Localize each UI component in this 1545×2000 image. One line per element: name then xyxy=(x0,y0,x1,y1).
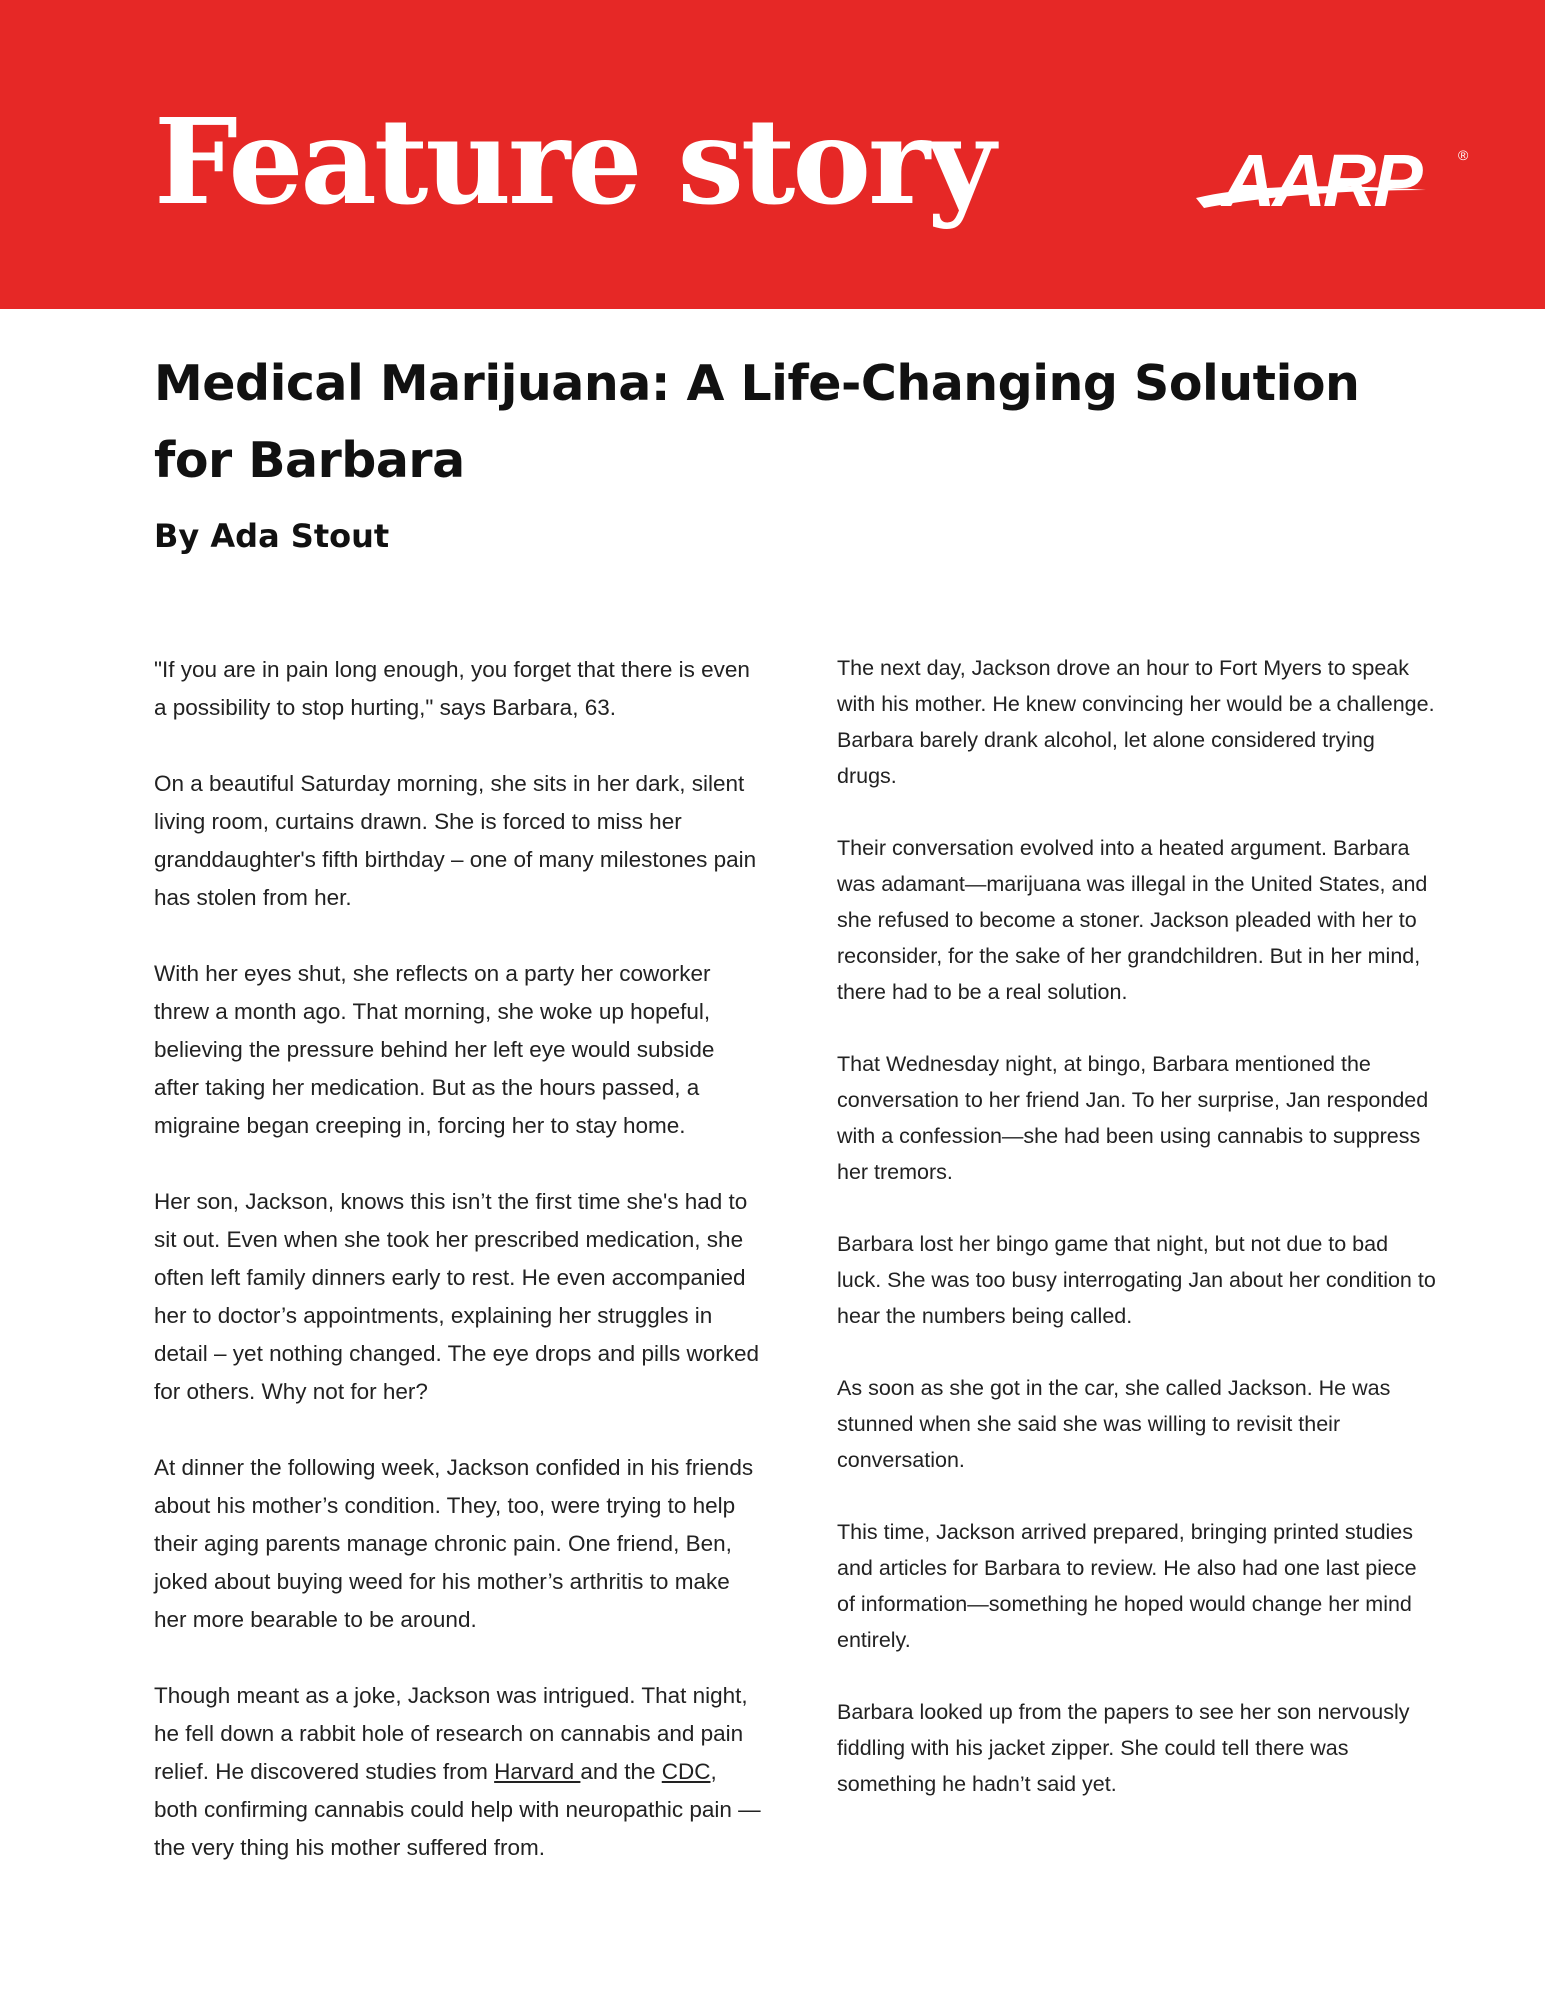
paragraph: At dinner the following week, Jackson confided in his friends about his mother’s condition. They, too, were trying to help their aging parents manage chronic pain. One friend, Ben, joked about buying weed for his mother’s arthritis to make her more bearable to be around. xyxy=(154,1455,754,1632)
paragraph-text: and the xyxy=(580,1759,662,1784)
paragraph: That Wednesday night, at bingo, Barbara mentioned the conversation to her friend Jan. To her surprise, Jan responded with a confession—she had been using cannabis to suppress her tremors. xyxy=(837,1052,1429,1184)
paragraph: "If you are in pain long enough, you forget that there is even a possibility to stop hurting," says Barbara, 63. xyxy=(154,657,750,720)
paragraph: Her son, Jackson, knows this isn’t the first time she's had to sit out. Even when she took her prescribed medication, she often left family dinners early to rest. He even accompanied her to doctor’s appointments, explaining her struggles in detail – yet nothing changed. The eye drops and pills worked for others. Why not for her? xyxy=(154,1189,759,1404)
paragraph-text: Though meant as a joke, Jackson was intrigued. That night, he fell down a rabbit hole of research on cannabis and pain relief. He discovered studies from xyxy=(154,1683,748,1784)
paragraph-with-links xyxy=(154,1677,764,1867)
paragraph-text: , both confirming cannabis could help with neuropathic pain —the very thing his mother suffered from. xyxy=(154,1759,761,1860)
paragraph: Their conversation evolved into a heated argument. Barbara was adamant—marijuana was illegal in the United States, and she refused to become a stoner. Jackson pleaded with her to reconsider, for the sake of her grandchildren. But in her mind, there had to be a real solution. xyxy=(837,836,1428,1004)
registered-mark: ® xyxy=(1458,147,1469,163)
paragraph: The next day, Jackson drove an hour to Fort Myers to speak with his mother. He knew convincing her would be a challenge. Barbara barely drank alcohol, let alone considered trying drugs. xyxy=(837,656,1435,788)
banner-title: Feature story xyxy=(154,92,993,231)
paragraph: As soon as she got in the car, she called Jackson. He was stunned when she said she was willing to revisit their conversation. xyxy=(837,1376,1391,1472)
logo-text: AARP xyxy=(1222,139,1420,222)
aarp-logo xyxy=(1196,139,1469,222)
paragraph: With her eyes shut, she reflects on a party her coworker threw a month ago. That morning, she woke up hopeful, believing the pressure behind her left eye would subside after taking her medication. But as the hours passed, a migraine began creeping in, forcing her to stay home. xyxy=(154,961,715,1138)
feature-banner xyxy=(0,0,1545,309)
harvard-link[interactable]: Harvard xyxy=(494,1759,581,1784)
article-headline: Medical Marijuana: A Life-Changing Solution for Barbara xyxy=(154,355,1360,489)
left-column xyxy=(154,651,764,1867)
paragraph: On a beautiful Saturday morning, she sits in her dark, silent living room, curtains drawn. She is forced to miss her granddaughter's fifth birthday – one of many milestones pain has stolen from her. xyxy=(154,771,757,910)
article-byline: By Ada Stout xyxy=(154,517,390,555)
cdc-link[interactable]: CDC xyxy=(661,1759,711,1784)
paragraph: This time, Jackson arrived prepared, bringing printed studies and articles for Barbara to review. He also had one last piece of information—something he hoped would change her mind entirely. xyxy=(837,1520,1417,1652)
paragraph: Barbara looked up from the papers to see her son nervously fiddling with his jacket zipper. She could tell there was something he hadn’t said yet. xyxy=(837,1700,1410,1796)
paragraph: Barbara lost her bingo game that night, but not due to bad luck. She was too busy interrogating Jan about her condition to hear the numbers being called. xyxy=(837,1232,1436,1328)
right-column xyxy=(837,650,1437,1802)
